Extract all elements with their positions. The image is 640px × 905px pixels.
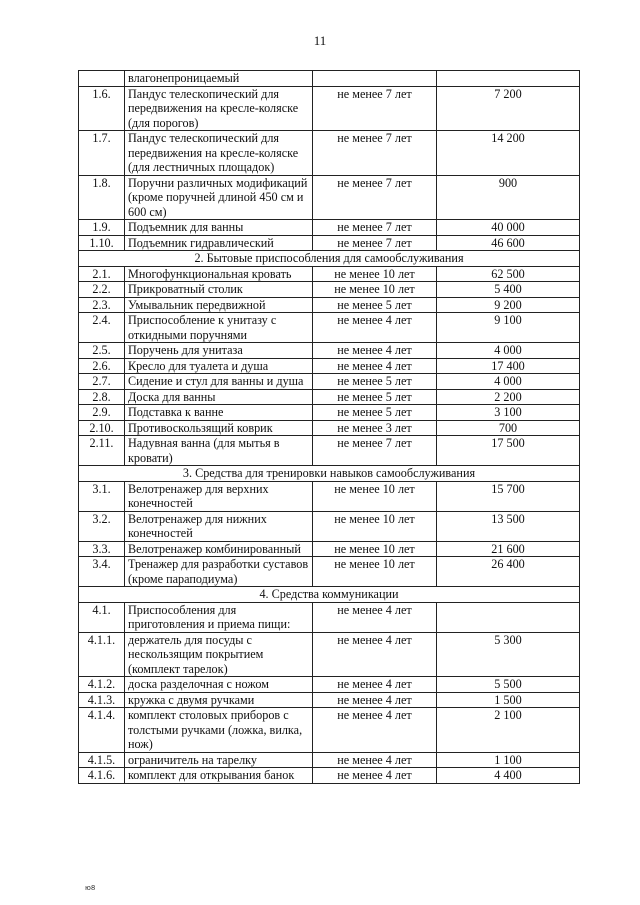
- item-number: 3.4.: [79, 557, 125, 587]
- service-life: не менее 4 лет: [313, 313, 437, 343]
- item-number: 2.7.: [79, 374, 125, 390]
- section-header-row: [79, 466, 580, 482]
- table-row: [79, 602, 580, 632]
- item-number: 3.3.: [79, 541, 125, 557]
- item-name: Пандус телескопический для передвижения на кресле-коляске (для порогов): [125, 86, 313, 131]
- table-row: [79, 481, 580, 511]
- table-row: [79, 220, 580, 236]
- item-name: держатель для посуды с нескользящим покрытием (комплект тарелок): [125, 632, 313, 677]
- service-life: не менее 10 лет: [313, 541, 437, 557]
- table-row: [79, 131, 580, 176]
- table-row: [79, 313, 580, 343]
- service-life: не менее 10 лет: [313, 557, 437, 587]
- item-name: Велотренажер для нижних конечностей: [125, 511, 313, 541]
- table-row: [79, 86, 580, 131]
- item-price: 5 300: [437, 632, 580, 677]
- service-life: не менее 4 лет: [313, 692, 437, 708]
- table-row: [79, 632, 580, 677]
- service-life: не менее 10 лет: [313, 481, 437, 511]
- item-number: 2.10.: [79, 420, 125, 436]
- service-life: не менее 10 лет: [313, 266, 437, 282]
- item-number: 4.1.3.: [79, 692, 125, 708]
- item-price: 2 100: [437, 708, 580, 753]
- item-number: 4.1.4.: [79, 708, 125, 753]
- item-number: 1.7.: [79, 131, 125, 176]
- item-number: 2.4.: [79, 313, 125, 343]
- item-price: 1 100: [437, 752, 580, 768]
- service-life: не менее 5 лет: [313, 297, 437, 313]
- table-row: [79, 768, 580, 784]
- item-name: Подъемник для ванны: [125, 220, 313, 236]
- table-row: [79, 708, 580, 753]
- service-life: не менее 4 лет: [313, 752, 437, 768]
- item-price: 5 400: [437, 282, 580, 298]
- item-number: 2.5.: [79, 343, 125, 359]
- item-price: 21 600: [437, 541, 580, 557]
- service-life: не менее 7 лет: [313, 220, 437, 236]
- item-number: 2.6.: [79, 358, 125, 374]
- item-name: Многофункциональная кровать: [125, 266, 313, 282]
- item-name: Умывальник передвижной: [125, 297, 313, 313]
- table-row: [79, 358, 580, 374]
- service-life: не менее 7 лет: [313, 86, 437, 131]
- table-row: [79, 677, 580, 693]
- service-life: не менее 4 лет: [313, 768, 437, 784]
- item-name: Велотренажер для верхних конечностей: [125, 481, 313, 511]
- item-price: 15 700: [437, 481, 580, 511]
- table-row: [79, 692, 580, 708]
- item-name: Кресло для туалета и душа: [125, 358, 313, 374]
- table-row: [79, 541, 580, 557]
- item-number: 3.1.: [79, 481, 125, 511]
- table-row: [79, 282, 580, 298]
- equipment-table: [78, 70, 580, 784]
- item-price: 9 200: [437, 297, 580, 313]
- item-price: [437, 602, 580, 632]
- item-number: 4.1.: [79, 602, 125, 632]
- item-price: 2 200: [437, 389, 580, 405]
- item-name: ограничитель на тарелку: [125, 752, 313, 768]
- item-number: 2.3.: [79, 297, 125, 313]
- table-row: [79, 436, 580, 466]
- service-life: не менее 4 лет: [313, 343, 437, 359]
- item-name: Надувная ванна (для мытья в кровати): [125, 436, 313, 466]
- item-name: Подъемник гидравлический: [125, 235, 313, 251]
- table-row: [79, 266, 580, 282]
- service-life: не менее 5 лет: [313, 374, 437, 390]
- item-price: 4 000: [437, 374, 580, 390]
- page-number: 11: [313, 33, 327, 48]
- item-price: 46 600: [437, 235, 580, 251]
- table-row: [79, 557, 580, 587]
- table-row: [79, 420, 580, 436]
- item-number: 2.9.: [79, 405, 125, 421]
- item-number: 1.8.: [79, 175, 125, 220]
- item-price: 3 100: [437, 405, 580, 421]
- item-number: 2.8.: [79, 389, 125, 405]
- service-life: не менее 7 лет: [313, 235, 437, 251]
- table-row: [79, 405, 580, 421]
- item-price: 62 500: [437, 266, 580, 282]
- item-name: влагонепроницаемый: [125, 71, 313, 87]
- service-life: не менее 7 лет: [313, 131, 437, 176]
- item-number: 2.2.: [79, 282, 125, 298]
- item-price: 4 400: [437, 768, 580, 784]
- service-life: не менее 7 лет: [313, 436, 437, 466]
- item-price: 5 500: [437, 677, 580, 693]
- table-row: [79, 389, 580, 405]
- item-price: 4 000: [437, 343, 580, 359]
- service-life: не менее 5 лет: [313, 405, 437, 421]
- item-price: 1 500: [437, 692, 580, 708]
- item-price: 900: [437, 175, 580, 220]
- service-life: не менее 4 лет: [313, 358, 437, 374]
- item-name: Пандус телескопический для передвижения на кресле-коляске (для лестничных площадок): [125, 131, 313, 176]
- item-name: Доска для ванны: [125, 389, 313, 405]
- item-name: Подставка к ванне: [125, 405, 313, 421]
- item-number: 1.9.: [79, 220, 125, 236]
- section-title: 2. Бытовые приспособления для самообслуживания: [79, 251, 580, 267]
- item-name: комплект для открывания банок: [125, 768, 313, 784]
- scan-edge-mark: ю8: [85, 884, 96, 892]
- item-price: 17 500: [437, 436, 580, 466]
- item-name: Прикроватный столик: [125, 282, 313, 298]
- service-life: не менее 4 лет: [313, 708, 437, 753]
- item-number: 4.1.5.: [79, 752, 125, 768]
- item-number: 2.11.: [79, 436, 125, 466]
- table-row: [79, 297, 580, 313]
- item-name: Поручни различных модификаций (кроме поручней длиной 450 см и 600 см): [125, 175, 313, 220]
- item-name: Сидение и стул для ванны и душа: [125, 374, 313, 390]
- service-life: не менее 7 лет: [313, 175, 437, 220]
- service-life: не менее 4 лет: [313, 677, 437, 693]
- item-number: 4.1.2.: [79, 677, 125, 693]
- item-number: 1.10.: [79, 235, 125, 251]
- table-row: [79, 752, 580, 768]
- item-number: [79, 71, 125, 87]
- service-life: не менее 5 лет: [313, 389, 437, 405]
- item-price: 700: [437, 420, 580, 436]
- table-row: [79, 71, 580, 87]
- table-row: [79, 235, 580, 251]
- item-number: 2.1.: [79, 266, 125, 282]
- table-row: [79, 343, 580, 359]
- item-name: Велотренажер комбинированный: [125, 541, 313, 557]
- section-title: 3. Средства для тренировки навыков самообслуживания: [79, 466, 580, 482]
- item-number: 4.1.1.: [79, 632, 125, 677]
- table-row: [79, 374, 580, 390]
- item-price: 26 400: [437, 557, 580, 587]
- item-price: 14 200: [437, 131, 580, 176]
- table-row: [79, 175, 580, 220]
- item-name: Противоскользящий коврик: [125, 420, 313, 436]
- item-price: 7 200: [437, 86, 580, 131]
- table-row: [79, 511, 580, 541]
- section-header-row: [79, 251, 580, 267]
- section-title: 4. Средства коммуникации: [79, 587, 580, 603]
- service-life: не менее 3 лет: [313, 420, 437, 436]
- item-price: 17 400: [437, 358, 580, 374]
- item-price: 40 000: [437, 220, 580, 236]
- service-life: не менее 4 лет: [313, 602, 437, 632]
- item-number: 3.2.: [79, 511, 125, 541]
- item-name: Приспособление к унитазу с откидными поручнями: [125, 313, 313, 343]
- section-header-row: [79, 587, 580, 603]
- service-life: не менее 10 лет: [313, 282, 437, 298]
- item-name: Поручень для унитаза: [125, 343, 313, 359]
- item-name: кружка с двумя ручками: [125, 692, 313, 708]
- service-life: не менее 4 лет: [313, 632, 437, 677]
- item-name: Приспособления для приготовления и приема пищи:: [125, 602, 313, 632]
- item-price: 9 100: [437, 313, 580, 343]
- item-name: доска разделочная с ножом: [125, 677, 313, 693]
- service-life: [313, 71, 437, 87]
- item-name: комплект столовых приборов с толстыми ручками (ложка, вилка, нож): [125, 708, 313, 753]
- service-life: не менее 10 лет: [313, 511, 437, 541]
- item-price: 13 500: [437, 511, 580, 541]
- item-price: [437, 71, 580, 87]
- item-number: 1.6.: [79, 86, 125, 131]
- item-number: 4.1.6.: [79, 768, 125, 784]
- item-name: Тренажер для разработки суставов (кроме параподиума): [125, 557, 313, 587]
